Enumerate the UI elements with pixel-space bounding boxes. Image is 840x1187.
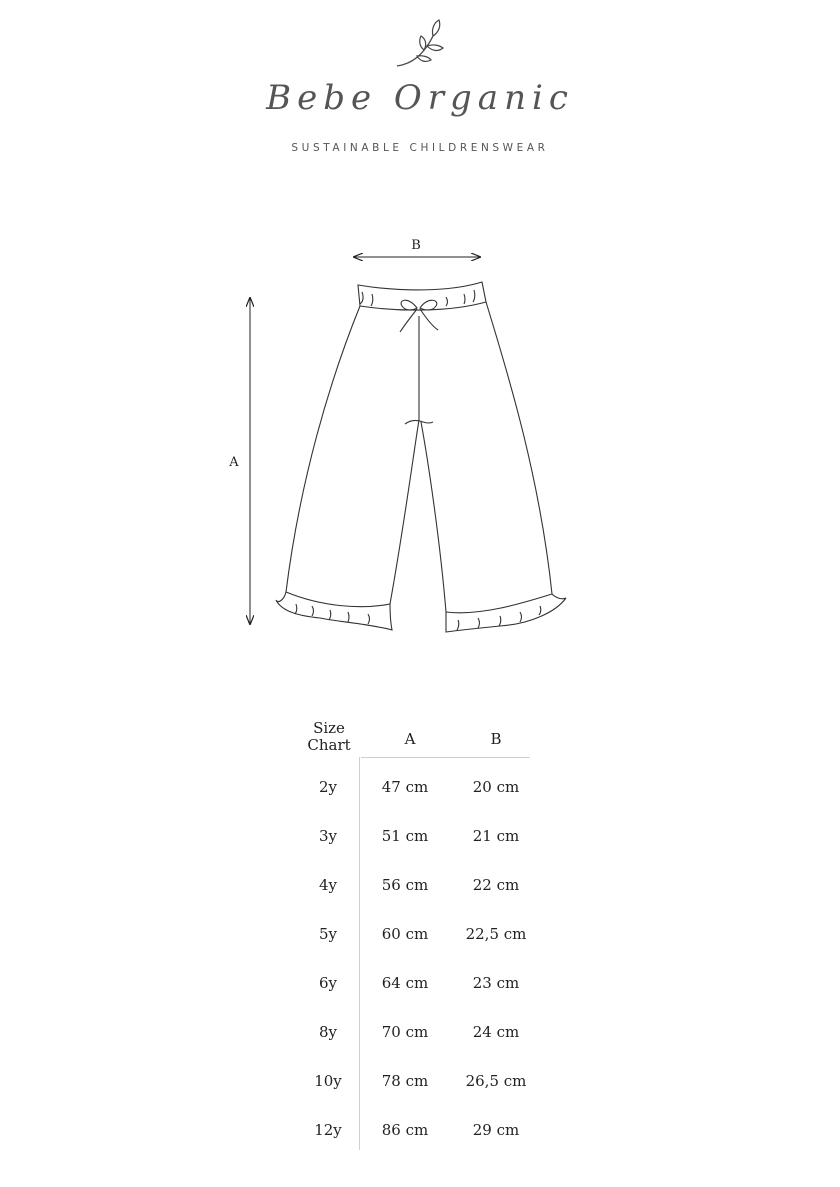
size-chart-header-line2: Chart [307,736,351,754]
brand-name: Bebe Organic [266,78,574,118]
size-cell: 8y [318,1023,338,1041]
size-chart-header [300,720,358,754]
dimension-b-label: B [411,238,421,253]
measure-b-cell: 26,5 cm [465,1072,527,1090]
size-cell: 5y [318,925,338,943]
dimension-a-label: A [229,455,239,470]
table-row [300,778,540,798]
table-row [300,925,540,945]
table-row [300,1023,540,1043]
measure-a-cell: 56 cm [381,876,429,894]
measure-b-cell: 21 cm [472,827,520,845]
size-cell: 12y [314,1121,342,1139]
measure-a-cell: 51 cm [381,827,429,845]
table-row [300,876,540,896]
measure-a-cell: 86 cm [381,1121,429,1139]
column-header-a: A [404,730,416,748]
size-cell: 6y [318,974,338,992]
measure-b-cell: 24 cm [472,1023,520,1041]
size-cell: 3y [318,827,338,845]
size-cell: 4y [318,876,338,894]
table-row [300,974,540,994]
size-cell: 10y [314,1072,342,1090]
measure-b-cell: 29 cm [472,1121,520,1139]
column-header-b: B [490,730,502,748]
measure-b-cell: 22 cm [472,876,520,894]
table-row [300,1121,540,1141]
measure-a-cell: 64 cm [381,974,429,992]
table-row [300,827,540,847]
size-chart-header-line1: Size [313,719,345,737]
size-cell: 2y [318,778,338,796]
brand-tagline: SUSTAINABLE CHILDRENSWEAR [291,142,549,154]
measure-b-cell: 22,5 cm [465,925,527,943]
measure-a-cell: 78 cm [381,1072,429,1090]
measure-a-cell: 47 cm [381,778,429,796]
measure-b-cell: 20 cm [472,778,520,796]
table-row [300,1072,540,1092]
trousers-outline [276,282,566,632]
measure-a-cell: 60 cm [381,925,429,943]
header-divider [361,757,530,758]
measure-b-cell: 23 cm [472,974,520,992]
measure-a-cell: 70 cm [381,1023,429,1041]
